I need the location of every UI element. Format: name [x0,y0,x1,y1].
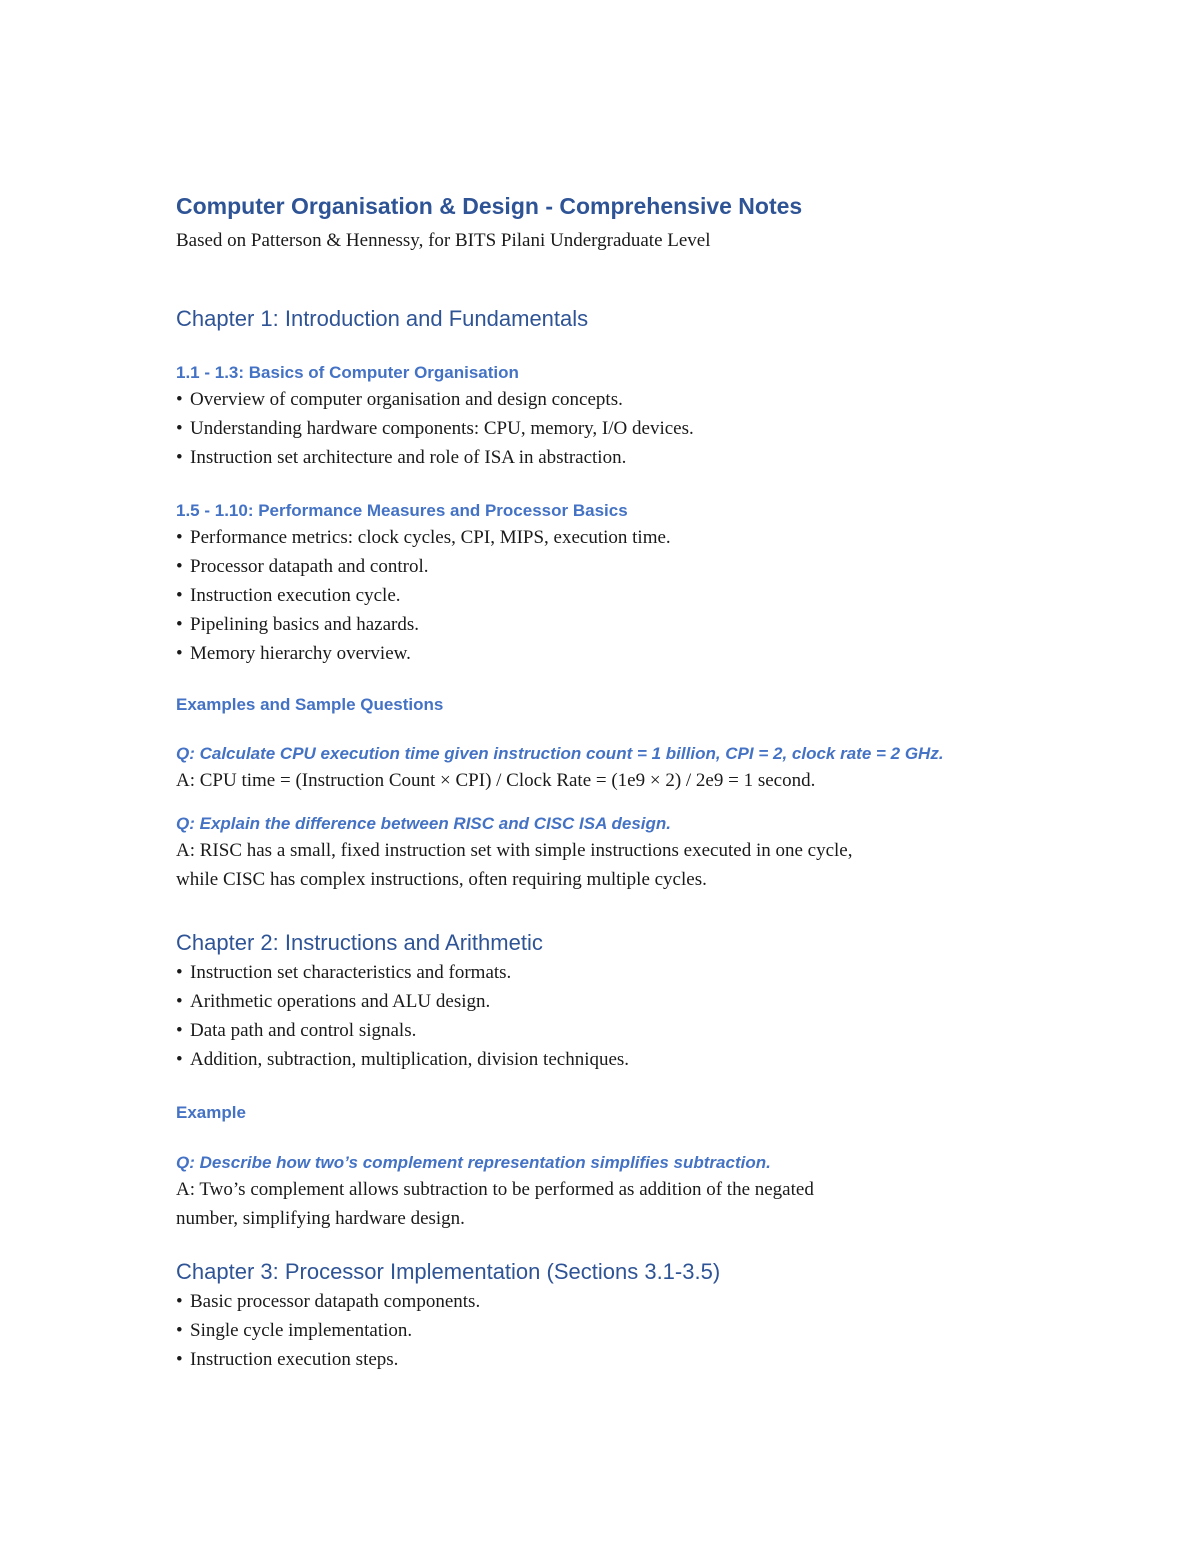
bullet-item [176,414,1036,443]
chapter-2-bullet-list [176,958,1036,1074]
bullet-item [176,385,1036,414]
bullet-text: Performance metrics: clock cycles, CPI, MIPS, execution time. [190,527,671,548]
bullet-item [176,958,1036,987]
bullet-item [176,523,1036,552]
bullet-text: Instruction execution cycle. [190,585,401,606]
section-1-1-bullet-list [176,385,1036,472]
bullet-glyph: • [176,389,183,410]
bullet-glyph: • [176,1320,183,1341]
section-1-1-heading: 1.1 - 1.3: Basics of Computer Organisation [176,363,519,382]
section-1-5-heading: 1.5 - 1.10: Performance Measures and Processor Basics [176,501,628,520]
bullet-glyph: • [176,962,183,983]
chapter-1-heading: Chapter 1: Introduction and Fundamentals [176,306,589,331]
bullet-text: Instruction execution steps. [190,1349,399,1370]
bullet-item [176,1316,1036,1345]
bullet-item [176,610,1036,639]
bullet-item [176,443,1036,472]
example-heading: Example [176,1103,246,1122]
bullet-item [176,1287,1036,1316]
question-2: Q: Explain the difference between RISC and CISC ISA design. [176,814,671,833]
bullet-item [176,639,1036,668]
bullet-item [176,1016,1036,1045]
bullet-text: Instruction set architecture and role of ISA in abstraction. [190,447,627,468]
section-1-5-bullet-list [176,523,1036,668]
bullet-text: Overview of computer organisation and design concepts. [190,389,623,410]
bullet-glyph: • [176,991,183,1012]
answer-1: A: CPU time = (Instruction Count × CPI) / Clock Rate = (1e9 × 2) / 2e9 = 1 second. [176,770,816,791]
bullet-glyph: • [176,556,183,577]
bullet-item [176,552,1036,581]
bullet-item [176,987,1036,1016]
bullet-glyph: • [176,1020,183,1041]
answer-3-line-1: A: Two’s complement allows subtraction to be performed as addition of the negated [176,1179,814,1200]
bullet-item [176,1345,1036,1374]
bullet-glyph: • [176,418,183,439]
bullet-glyph: • [176,1349,183,1370]
bullet-glyph: • [176,585,183,606]
question-3: Q: Describe how two’s complement representation simplifies subtraction. [176,1153,771,1172]
bullet-text: Processor datapath and control. [190,556,429,577]
bullet-text: Data path and control signals. [190,1020,417,1041]
answer-2-line-1: A: RISC has a small, fixed instruction set with simple instructions executed in one cycle, [176,840,853,861]
bullet-text: Instruction set characteristics and formats. [190,962,512,983]
bullet-glyph: • [176,447,183,468]
bullet-glyph: • [176,643,183,664]
bullet-text: Addition, subtraction, multiplication, division techniques. [190,1049,630,1070]
bullet-glyph: • [176,614,183,635]
bullet-glyph: • [176,1049,183,1070]
examples-heading: Examples and Sample Questions [176,695,444,714]
chapter-2-heading: Chapter 2: Instructions and Arithmetic [176,930,543,955]
bullet-item [176,581,1036,610]
answer-3-line-2: number, simplifying hardware design. [176,1208,465,1229]
document-subtitle: Based on Patterson & Hennessy, for BITS Pilani Undergraduate Level [176,230,711,251]
answer-2-line-2: while CISC has complex instructions, often requiring multiple cycles. [176,869,707,890]
chapter-3-bullet-list [176,1287,1036,1374]
bullet-item [176,1045,1036,1074]
bullet-glyph: • [176,1291,183,1312]
document-title: Computer Organisation & Design - Comprehensive Notes [176,193,803,219]
bullet-text: Basic processor datapath components. [190,1291,481,1312]
question-1: Q: Calculate CPU execution time given instruction count = 1 billion, CPI = 2, clock rate = 2 GHz. [176,744,944,763]
bullet-text: Single cycle implementation. [190,1320,413,1341]
chapter-3-heading: Chapter 3: Processor Implementation (Sections 3.1-3.5) [176,1259,721,1284]
bullet-text: Memory hierarchy overview. [190,643,411,664]
bullet-glyph: • [176,527,183,548]
bullet-text: Arithmetic operations and ALU design. [190,991,491,1012]
bullet-text: Pipelining basics and hazards. [190,614,420,635]
bullet-text: Understanding hardware components: CPU, memory, I/O devices. [190,418,694,439]
